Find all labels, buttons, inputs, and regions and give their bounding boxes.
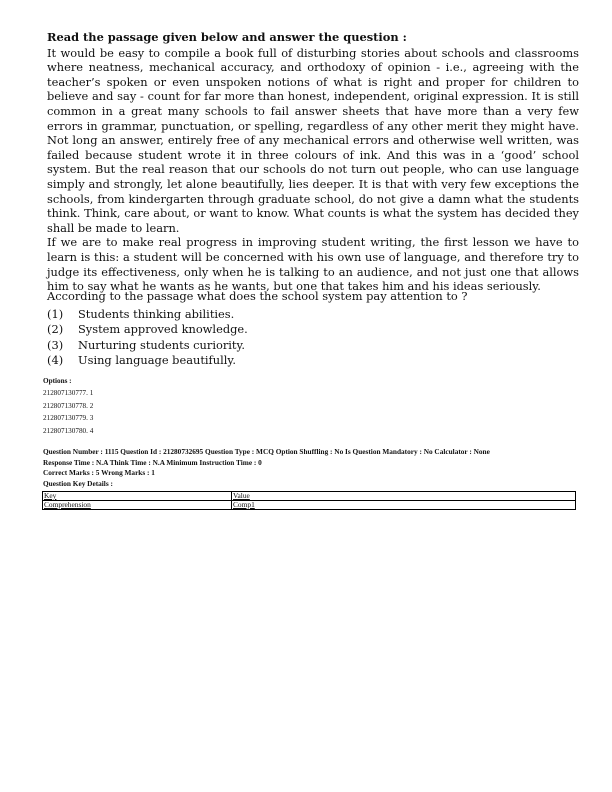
question-marks-line: Correct Marks : 5 Wrong Marks : 1 xyxy=(43,468,155,478)
option-ids-block xyxy=(43,375,93,437)
question-details xyxy=(43,447,576,490)
table-header-row xyxy=(43,492,576,501)
question-key-details-label: Question Key Details : xyxy=(43,479,113,489)
option-text: Nurturing students curiority. xyxy=(78,337,246,352)
option-number: (2) xyxy=(47,322,64,337)
option-number: (1) xyxy=(47,306,64,321)
table-row xyxy=(43,501,576,510)
table-cell-key: Comprehension xyxy=(43,501,232,510)
question-meta-line: Question Number : 1115 Question Id : 21280732695 Question Type : MCQ Option Shuffling : No Is Question Mandatory : No Calculator : None xyxy=(43,447,490,456)
option-id: 212807130778. 2 xyxy=(43,401,94,410)
question-block xyxy=(47,289,579,369)
options-label: Options : xyxy=(43,377,72,385)
passage-heading: Read the passage given below and answer the question : xyxy=(47,30,407,44)
option-4[interactable] xyxy=(47,353,579,369)
table-header-key: Key xyxy=(43,492,232,501)
question-time-line: Response Time : N.A Think Time : N.A Minimum Instruction Time : 0 xyxy=(43,457,262,467)
table-cell-value: Comp1 xyxy=(232,501,576,510)
option-2[interactable] xyxy=(47,322,579,338)
option-text: System approved knowledge. xyxy=(78,322,248,337)
option-text: Using language beautifully. xyxy=(78,353,236,368)
passage-paragraph-1: It would be easy to compile a book full of disturbing stories about schools and classrooms where neatness, mechanical accuracy, and orthodoxy of opinion - i.e., agreeing with the teacher’s spoken or even unspoken notions of what is right and proper for children to believe and say - count for far more than honest, independent, original expression. It is still common in a great many schools to fail answer sheets that have more than a very few errors in grammar, punctuation, or spelling, regardless of any other merit they might have. Not long an answer, entirely free of any mechanical errors and otherwise well written, was failed because student wrote it in three colours of ink. And this was in a ‘good’ school system. But the real reason that our schools do not turn out people, who can use language simply and strongly, let alone beautifully, lies deeper. It is that with very few exceptions the schools, from kindergarten through graduate school, do not give a damn what the students think. Think, care about, or want to know. What counts is what the system has decided they shall be made to learn. xyxy=(47,45,579,235)
passage-paragraph-2: If we are to make real progress in improving student writing, the first lesson we have to learn is this: a student will be concerned with his own use of language, and therefore try to judge its effectiveness, only when he is talking to an audience, and not just one that allows him to say what he wants as he wants, but one that takes him and his ideas seriously. xyxy=(47,235,579,294)
option-number: (4) xyxy=(47,353,64,368)
option-id: 212807130780. 4 xyxy=(43,426,94,435)
table-header-value: Value xyxy=(232,492,576,501)
question-text: According to the passage what does the school system pay attention to ? xyxy=(47,289,468,303)
option-1[interactable] xyxy=(47,307,579,323)
option-3[interactable] xyxy=(47,338,579,354)
option-id: 212807130777. 1 xyxy=(43,389,94,398)
option-id: 212807130779. 3 xyxy=(43,414,94,423)
option-text: Students thinking abilities. xyxy=(78,306,235,321)
option-number: (3) xyxy=(47,337,64,352)
key-details-table xyxy=(42,491,576,510)
passage xyxy=(47,30,579,294)
